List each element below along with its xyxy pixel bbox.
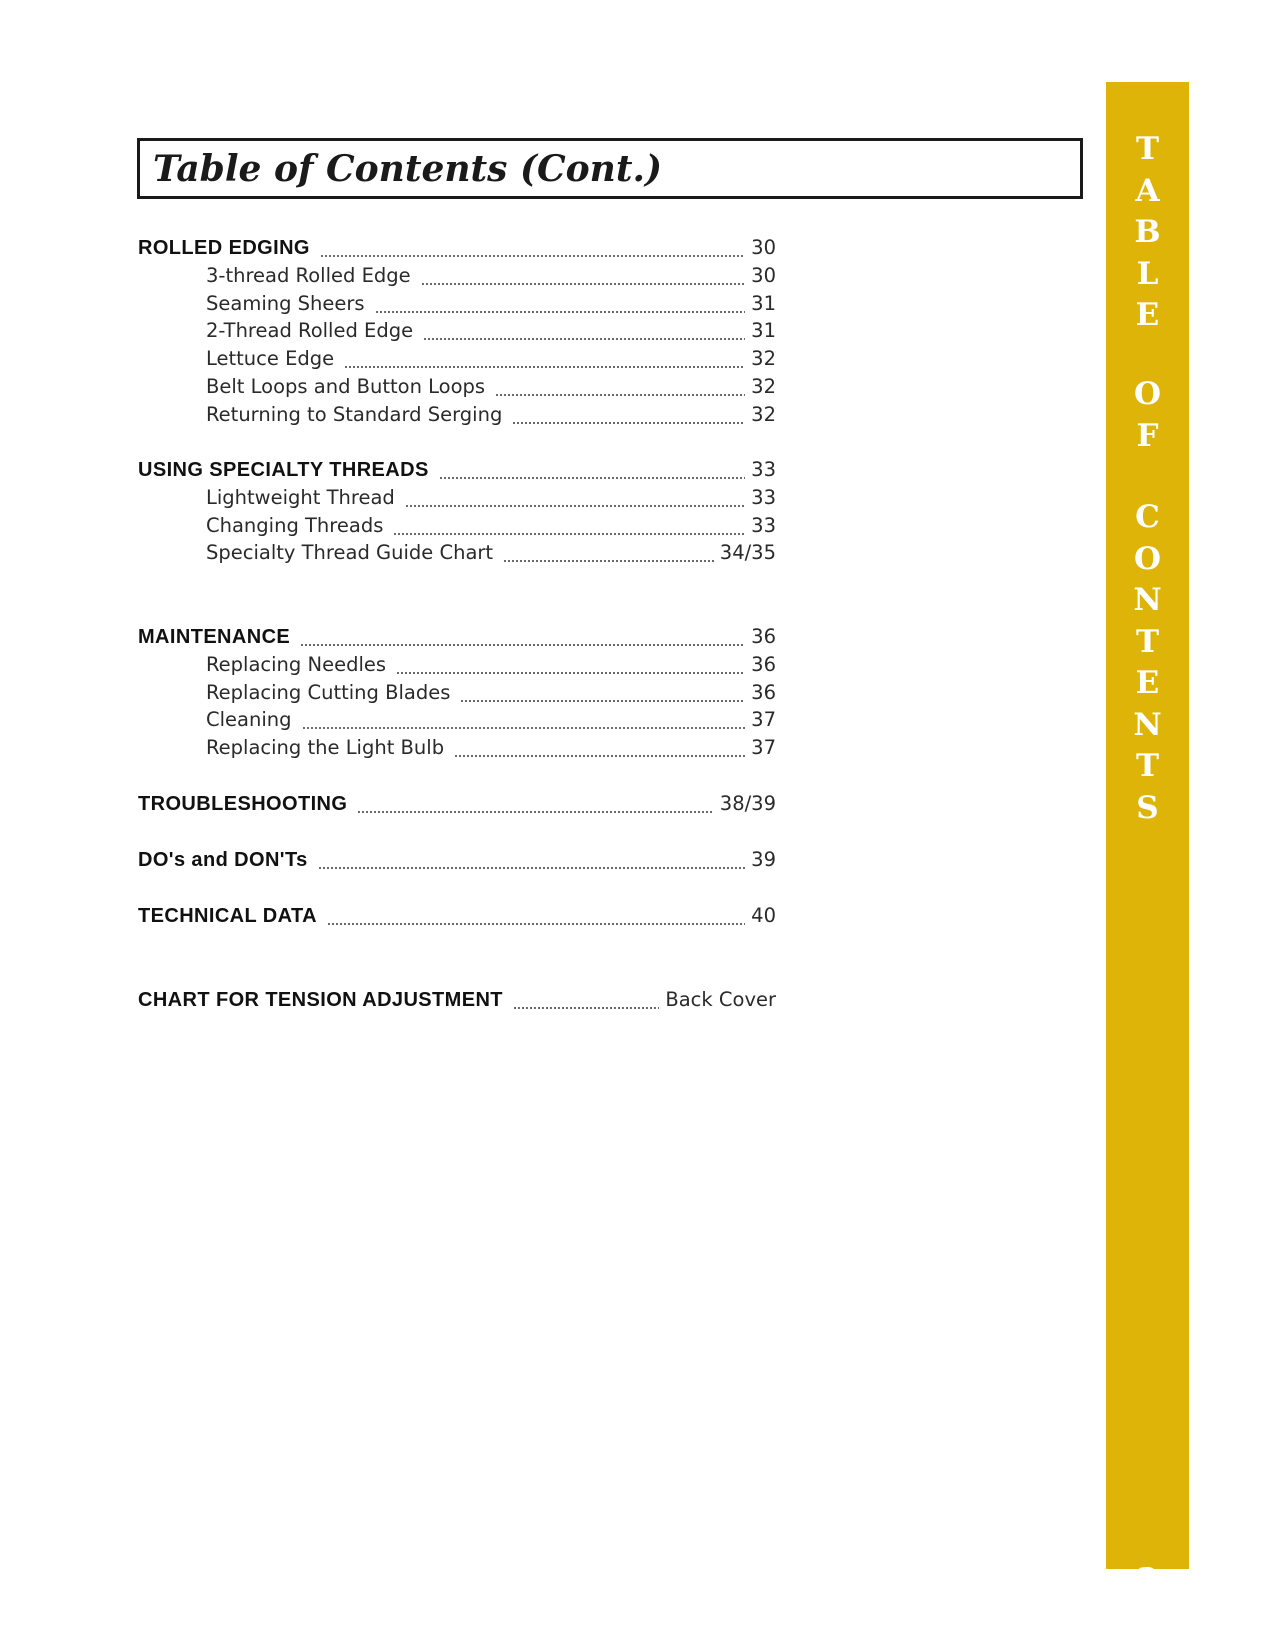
- toc-label: Lightweight Thread: [206, 485, 395, 509]
- toc-page-number: 33: [751, 485, 776, 509]
- toc-page-number: 39: [751, 848, 776, 871]
- toc-subitem[interactable]: [206, 347, 776, 375]
- tab-letter: T: [1135, 131, 1160, 167]
- toc-page-number: 34/35: [719, 541, 776, 565]
- toc-label: Replacing the Light Bulb: [206, 736, 445, 760]
- toc-subitem[interactable]: [206, 403, 776, 431]
- toc-page-number: 40: [751, 904, 776, 927]
- toc-page-number: 32: [751, 402, 776, 426]
- toc-page-number: 38/39: [719, 792, 776, 815]
- tab-letter: E: [1135, 665, 1160, 701]
- toc-label: Seaming Sheers: [206, 291, 365, 315]
- tab-letter: C: [1135, 499, 1160, 535]
- toc-label: 2-Thread Rolled Edge: [206, 319, 414, 343]
- toc-subitem[interactable]: [206, 292, 776, 320]
- dot-leader: [302, 727, 746, 729]
- toc-page-number: 33: [751, 458, 776, 481]
- dot-leader: [460, 700, 745, 702]
- tab-word-contents: [1106, 497, 1189, 829]
- page-title: Table of Contents (Cont.): [153, 148, 663, 190]
- toc-page-number: 36: [751, 625, 776, 648]
- tab-letter: S: [1136, 789, 1159, 826]
- toc-page-number: 36: [751, 680, 776, 704]
- dot-leader: [405, 505, 745, 507]
- toc-label: Lettuce Edge: [206, 347, 335, 371]
- toc-label: 3-thread Rolled Edge: [206, 263, 411, 287]
- toc-subitem[interactable]: [206, 486, 776, 514]
- dot-leader: [375, 311, 746, 313]
- tab-letter: T: [1135, 623, 1160, 660]
- toc-label: Belt Loops and Button Loops: [206, 375, 486, 398]
- title-box: [137, 138, 1083, 199]
- tab-letter: B: [1134, 214, 1161, 250]
- toc-subitem[interactable]: [206, 319, 776, 347]
- toc-page-number: 30: [751, 236, 776, 259]
- toc-section[interactable]: [138, 904, 776, 932]
- tab-letter: N: [1133, 706, 1162, 743]
- toc-label: Changing Threads: [206, 513, 384, 537]
- toc-label: Cleaning: [206, 708, 292, 732]
- toc-page-number: Back Cover: [665, 988, 776, 1011]
- toc-page-number: 33: [751, 513, 776, 537]
- toc-label: TROUBLESHOOTING: [138, 793, 348, 815]
- toc-label: ROLLED EDGING: [138, 237, 310, 259]
- toc-subitem[interactable]: [206, 681, 776, 709]
- tab-letter: F: [1136, 417, 1159, 454]
- dot-leader: [344, 366, 745, 368]
- tab-letter: T: [1135, 748, 1160, 784]
- toc-label: DO's and DON'Ts: [138, 849, 308, 871]
- dot-leader: [357, 811, 713, 813]
- toc-page-number: 32: [751, 375, 776, 398]
- dot-leader: [423, 338, 745, 340]
- page-number: 3: [1136, 1562, 1159, 1598]
- toc-label: TECHNICAL DATA: [138, 905, 317, 927]
- dot-leader: [300, 644, 745, 646]
- toc-label: USING SPECIALTY THREADS: [138, 459, 429, 481]
- toc-page-number: 31: [751, 291, 776, 315]
- dot-leader: [320, 255, 745, 257]
- tab-letter: E: [1135, 297, 1160, 333]
- dot-leader: [513, 1007, 659, 1009]
- tab-word-of: [1106, 374, 1189, 457]
- dot-leader: [503, 560, 714, 562]
- toc-label: CHART FOR TENSION ADJUSTMENT: [138, 989, 503, 1011]
- toc-section[interactable]: [138, 988, 776, 1016]
- toc-label: Specialty Thread Guide Chart: [206, 541, 494, 565]
- side-tab: [1106, 82, 1189, 1598]
- dot-leader: [439, 477, 745, 479]
- toc-section[interactable]: [138, 236, 776, 264]
- toc-subitem[interactable]: [206, 736, 776, 764]
- tab-letter: N: [1133, 582, 1162, 618]
- dot-leader: [495, 394, 745, 396]
- toc-page-number: 32: [751, 347, 776, 371]
- dot-leader: [454, 755, 745, 757]
- tab-letter: O: [1133, 376, 1161, 412]
- dot-leader: [393, 533, 745, 535]
- toc-section[interactable]: [138, 458, 776, 486]
- toc-section[interactable]: [138, 792, 776, 820]
- dot-leader: [512, 422, 745, 424]
- toc-label: Replacing Cutting Blades: [206, 680, 451, 704]
- toc-page-number: 37: [751, 708, 776, 732]
- toc-subitem[interactable]: [206, 541, 776, 569]
- tab-letter: O: [1133, 540, 1161, 577]
- tab-word-table: [1106, 129, 1189, 337]
- tab-letter: A: [1135, 172, 1160, 209]
- toc-subitem[interactable]: [206, 514, 776, 542]
- toc-label: Returning to Standard Serging: [206, 402, 503, 426]
- dot-leader: [396, 672, 745, 674]
- dot-leader: [318, 867, 746, 869]
- toc-subitem[interactable]: [206, 653, 776, 681]
- toc-page-number: 36: [751, 652, 776, 676]
- toc-subitem[interactable]: [206, 375, 776, 403]
- toc-page-number: 37: [751, 736, 776, 760]
- toc-page-number: 31: [751, 319, 776, 343]
- toc-label: MAINTENANCE: [138, 626, 291, 648]
- tab-letter: L: [1136, 255, 1159, 292]
- toc-page-number: 30: [751, 263, 776, 287]
- toc-subitem[interactable]: [206, 264, 776, 292]
- toc-subitem[interactable]: [206, 708, 776, 736]
- toc-section[interactable]: [138, 848, 776, 876]
- toc-section[interactable]: [138, 625, 776, 653]
- dot-leader: [421, 283, 746, 285]
- dot-leader: [327, 923, 745, 925]
- toc-label: Replacing Needles: [206, 652, 387, 676]
